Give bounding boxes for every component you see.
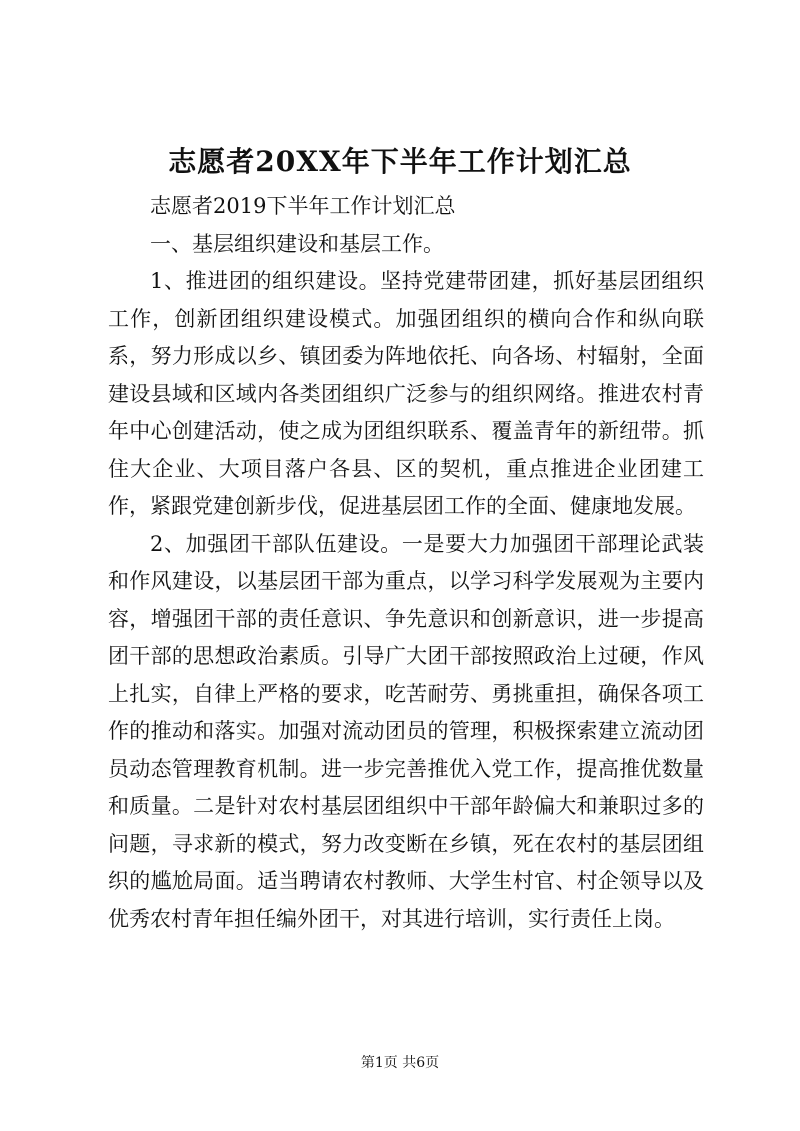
document-title: 志愿者20XX年下半年工作计划汇总 — [168, 145, 632, 178]
paragraph-cadre-building: 2、加强团干部队伍建设。一是要大力加强团干部理论武装和作风建设，以基层团干部为重点，以学习科学发展观为主要内容，增强团干部的责任意识、争先意识和创新意识，进一步提高团干部的思想政治素质。引导广大团干部按照政治上过硬，作风上扎实，自律上严格的要求，吃苦耐劳、勇挑重担，确保各项工作的推动和落实。加强对流动团员的管理，积极探索建立流动团员动态管理教育机制。进一步完善推优入党工作，提高推优数量和质量。二是针对农村基层团组织中干部年龄偏大和兼职过多的问题，寻求新的模式，努力改变断在乡镇，死在农村的基层团组织的尴尬局面。适当聘请农村教师、大学生村官、村企领导以及优秀农村青年担任编外团干，对其进行培训，实行责任上岗。 — [108, 531, 704, 931]
paragraph-section-heading: 一、基层组织建设和基层工作。 — [150, 231, 444, 256]
paragraph-organization-building: 1、推进团的组织建设。坚持党建带团建，抓好基层团组织工作，创新团组织建设模式。加强团组织的横向合作和纵向联系，努力形成以乡、镇团委为阵地依托、向各场、村辐射，全面建设县域和区域内各类团组织广泛参与的组织网络。推进农村青年中心创建活动，使之成为团组织联系、覆盖青年的新纽带。抓住大企业、大项目落户各县、区的契机，重点推进企业团建工作，紧跟党建创新步伐，促进基层团工作的全面、健康地发展。 — [108, 269, 704, 518]
document-body — [108, 188, 704, 938]
paragraph-subtitle: 志愿者2019下半年工作计划汇总 — [150, 194, 456, 218]
page-footer: 第1页 共6页 — [360, 1055, 440, 1071]
